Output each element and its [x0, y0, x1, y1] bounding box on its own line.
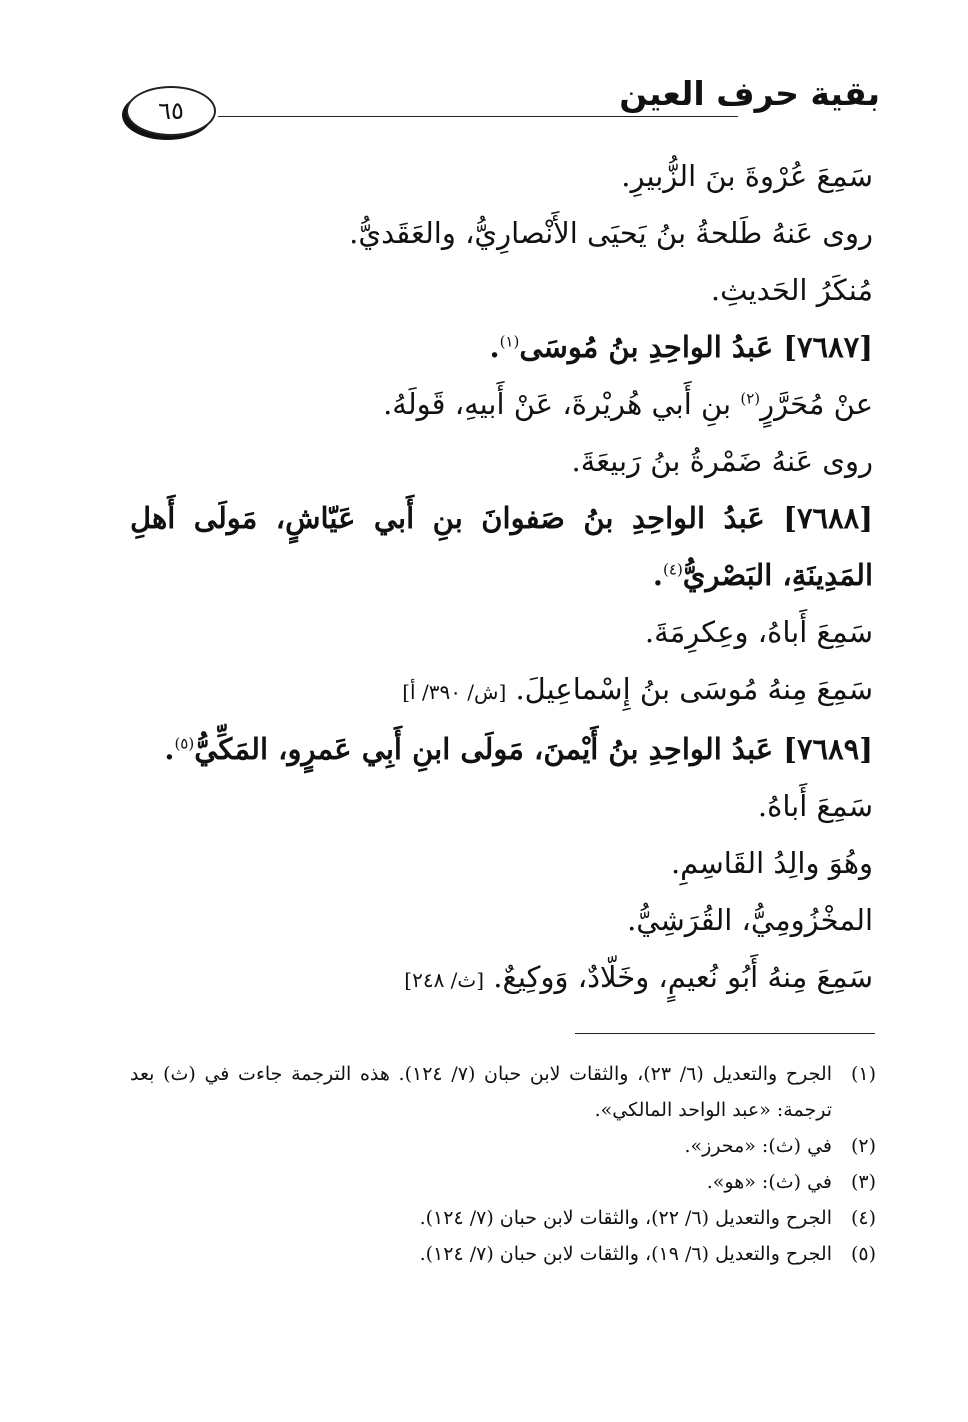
footnote-ref: (٥) [174, 734, 195, 753]
text-line: مُنكَرُ الحَديثِ. [710, 273, 873, 307]
entry-7687 [130, 319, 873, 376]
entry-7688 [130, 490, 873, 604]
footnote-text: الجرح والتعديل (٦/ ٢٣)، والثقات لابن حبان (٧/ ١٢٤). هذه الترجمة جاءت في (ث) بعد ترجمة: «عبد الواحد المالكي». [130, 1063, 832, 1121]
footnote-text: الجرح والتعديل (٦/ ٢٢)، والثقات لابن حبان (٧/ ١٢٤). [419, 1207, 832, 1229]
entry-heading: [٧٦٨٧] عَبدُ الواحِدِ بنُ مُوسَى [519, 330, 873, 364]
footnote-text: في (ث): «محرز». [684, 1135, 832, 1157]
text-line: روى عَنهُ ضَمْرةُ بنُ رَبيعَةَ. [571, 444, 873, 478]
running-title: بقية حرف العين [619, 74, 880, 113]
footnote-ref: (١) [499, 332, 520, 351]
footnote-text: في (ث): «هو». [706, 1171, 832, 1193]
entry-7689 [130, 721, 873, 778]
footnote-number: (٣) [850, 1171, 876, 1193]
text-segment: سَمِعَ مِنهُ مُوسَى بنُ إِسْماعِيلَ. [515, 672, 873, 706]
entry-end: . [489, 330, 500, 364]
footnote-ref: (٢) [740, 389, 761, 408]
footnote-number: (١) [850, 1063, 876, 1085]
entry-end: . [164, 732, 175, 766]
footnote-number: (٤) [850, 1207, 876, 1229]
text-segment: سَمِعَ مِنهُ أَبُو نُعيمٍ، وخَلّادٌ، وَوكِيعٌ. [493, 960, 873, 994]
text-line: سَمِعَ عُرْوةَ بنَ الزُّبيرِ. [621, 159, 873, 193]
header-rule [218, 116, 738, 117]
footnote-number: (٢) [850, 1135, 876, 1157]
footnote [130, 1164, 876, 1200]
text-line [130, 376, 873, 433]
entry-heading: [٧٦٨٨] عَبدُ الواحِدِ بنُ صَفوانَ بنِ أَبي عَيّاشٍ، مَولَى أَهلِ المَدِينَةِ، البَصْريُّ [130, 501, 873, 592]
footnote [130, 1236, 876, 1272]
main-text [130, 148, 873, 1009]
footnotes [130, 1056, 876, 1272]
text-line: وهُوَ والِدُ القَاسِمِ. [670, 846, 873, 880]
text-line: روى عَنهُ طَلحةُ بنُ يَحيَى الأَنْصارِيُّ، والعَقَديُّ. [349, 216, 873, 250]
text-line: سَمِعَ أَباهُ. [757, 789, 873, 823]
footnote-rule [575, 1033, 875, 1034]
manuscript-ref: [ث/ ٢٤٨] [404, 968, 485, 992]
footnote-text: الجرح والتعديل (٦/ ١٩)، والثقات لابن حبان (٧/ ١٢٤). [419, 1243, 832, 1265]
entry-heading: [٧٦٨٩] عَبدُ الواحِدِ بنُ أَيْمنَ، مَولَى ابنِ أَبِي عَمرٍو، المَكِّيُّ [194, 732, 873, 766]
footnote [130, 1056, 876, 1128]
text-line [130, 949, 873, 1009]
page-number-badge [126, 86, 216, 136]
text-line [130, 661, 873, 721]
entry-end: . [652, 558, 664, 592]
text-segment: بنِ أَبي هُريْرةَ، عَنْ أَبيهِ، قَولَهُ. [383, 387, 732, 421]
footnote [130, 1200, 876, 1236]
text-line: المخْزُومِيُّ، القُرَشِيُّ. [627, 903, 873, 937]
footnote [130, 1128, 876, 1164]
page-number: ٦٥ [158, 97, 184, 125]
text-segment: عنْ مُحَرَّرٍ [760, 387, 873, 421]
footnote-ref: (٤) [663, 560, 683, 579]
manuscript-ref: [ش/ ٣٩٠/ أ] [402, 680, 507, 704]
text-line: سَمِعَ أَباهُ، وعِكرِمَةَ. [644, 615, 873, 649]
footnote-number: (٥) [850, 1243, 876, 1265]
